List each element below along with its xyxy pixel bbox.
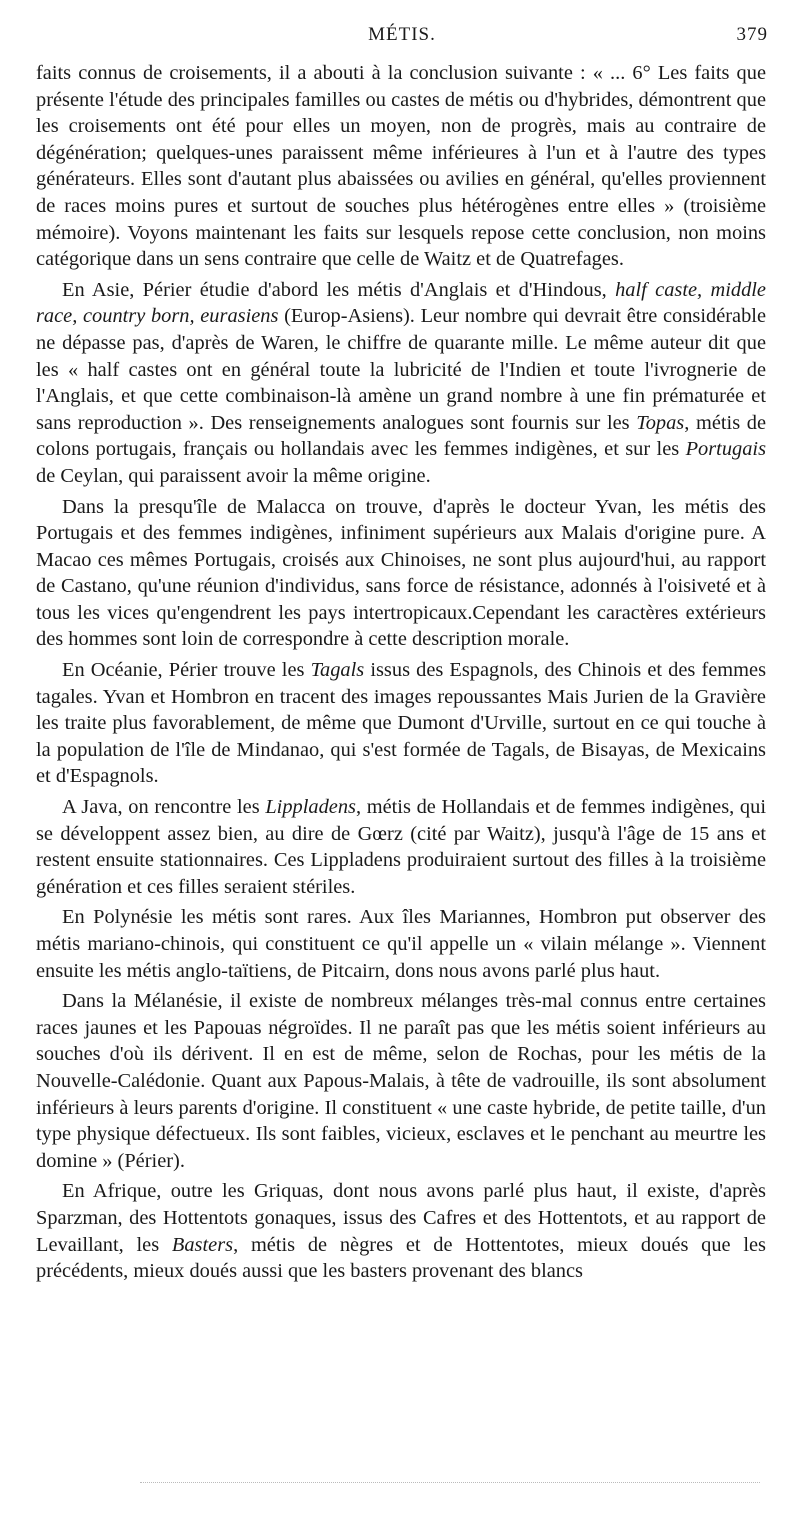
text-run: En Polynésie les métis sont rares. Aux îles Mariannes, Hombron put observer des métis mariano-chinois, qui constituent ce qu'il appelle un « vilain mélange ». Viennent ensuite les métis anglo-taïtiens, de Pitcairn, dons nous avons parlé plus haut. [36, 906, 766, 982]
text-run: de Ceylan, qui paraissent avoir la même origine. [36, 464, 431, 487]
scan-artifact-line [140, 1482, 760, 1485]
italic-term: Tagals [310, 659, 365, 682]
paragraph [36, 494, 766, 654]
text-run: , métis de colons portugais, français ou hollandais avec les femmes indigènes, et sur les [36, 411, 766, 461]
running-header [36, 24, 768, 50]
text-run: issus des Espagnols, des Chinois et des femmes tagales. Yvan et Hombron en tracent des images repoussantes Mais Jurien de la Gravière les traite plus favorablement, de même que Dumont d'Urville, surtout en ce qui touche à la population de l'île de Mindanao, qui s'est formée de Tagals, de Bisayas, de Mexicains et d'Espagnols. [36, 659, 767, 788]
text-run: Dans la presqu'île de Malacca on trouve, d'après le docteur Yvan, les métis des Portugais et des femmes indigènes, infiniment supérieurs aux Malais d'origine pure. A Macao ces mêmes Portugais, croisés aux Chinoises, ne sont plus aujourd'hui, au rapport de Castano, qu'une réunion d'individus, sans force de résistance, adonnés à l'oisiveté et à tous les vices qu'engendrent les pays intertropicaux.Cependant les caractères extérieurs des hommes sont loin de correspondre à cette description morale. [36, 495, 766, 651]
italic-term: half caste, middle race, country born, eurasiens [36, 278, 766, 328]
text-run: , métis de Hollandais et de femmes indigènes, qui se développent assez bien, au dire de Gœrz (cité par Waitz), jusqu'à l'âge de 15 ans et restent ensuite stationnaires. Ces Lippladens produiraient surtout des filles à la troisième génération et ces filles seraient stériles. [36, 796, 766, 898]
text-run: En Asie, Périer étudie d'abord les métis d'Anglais et d'Hindous, [62, 278, 616, 301]
text-run: En Afrique, outre les Griquas, dont nous avons parlé plus haut, il existe, d'après Sparzman, des Hottentots gonaques, issus des Cafres et des Hottentots, et au rapport de Levaillant, les [36, 1180, 766, 1256]
paragraph [36, 988, 766, 1174]
text-run: Dans la Mélanésie, il existe de nombreux mélanges très-mal connus entre certaines races jaunes et les Papouas négroïdes. Il ne paraît pas que les métis soient inférieurs au souches d'où ils dérivent. Il en est de même, selon de Rochas, pour les métis de la Nouvelle-Calédonie. Quant aux Papous-Malais, à tête de vadrouille, ils sont absolument inférieurs à leurs parents d'origine. Il constituent « une caste hybride, de petite taille, d'un type physique défectueux. Ils sont faibles, vicieux, esclaves et le penchant au meurtre les domine » (Périer). [36, 990, 766, 1172]
italic-term: Lippladens [265, 796, 356, 819]
italic-term: Basters [171, 1233, 234, 1256]
paragraph [36, 60, 766, 273]
italic-term: Topas [636, 411, 685, 434]
page-number: 379 [736, 24, 768, 45]
running-title: MÉTIS. [368, 24, 436, 45]
text-run: , métis de nègres et de Hottentotes, mieux doués que les précédents, mieux doués aussi que les basters provenant des blancs [36, 1233, 766, 1283]
text-run: faits connus de croisements, il a abouti à la conclusion suivante : « ... 6° Les faits que présente l'étude des principales familles ou castes de métis ou d'hybrides, démontrent que les croisements ont été pour elles un moyen, non de progrès, mais au contraire de dégénération; quelques-unes paraissent même inférieures à l'un et à l'autre des types générateurs. Elles sont d'autant plus abaissées ou avilies en général, qu'elles proviennent de races moins pures et surtout de souches plus hétérogènes entre elles » (troisième mémoire). Voyons maintenant les faits sur lesquels repose cette conclusion, non moins catégorique dans un sens contraire que celle de Waitz et de Quatrefages. [36, 62, 766, 271]
body-text [36, 60, 766, 1285]
text-run: A Java, on rencontre les [62, 796, 266, 819]
text-run: (Europ-Asiens). Leur nombre qui devrait être considérable ne dépasse pas, d'après de Waren, le chiffre de quarante mille. Le même auteur dit que les « half castes ont en général toute la lubricité de l'Indien et toute l'ivrognerie de l'Anglais, et que cette combinaison-là amène un grand nombre à une fin prématurée et sans reproduction ». Des renseignements analogues sont fournis sur les [36, 305, 766, 434]
paragraph [36, 277, 766, 490]
paragraph [36, 904, 766, 984]
paragraph [36, 657, 766, 790]
paragraph [36, 1178, 766, 1284]
text-run: En Océanie, Périer trouve les [62, 659, 311, 682]
italic-term: Portugais [685, 438, 766, 461]
paragraph [36, 794, 766, 900]
